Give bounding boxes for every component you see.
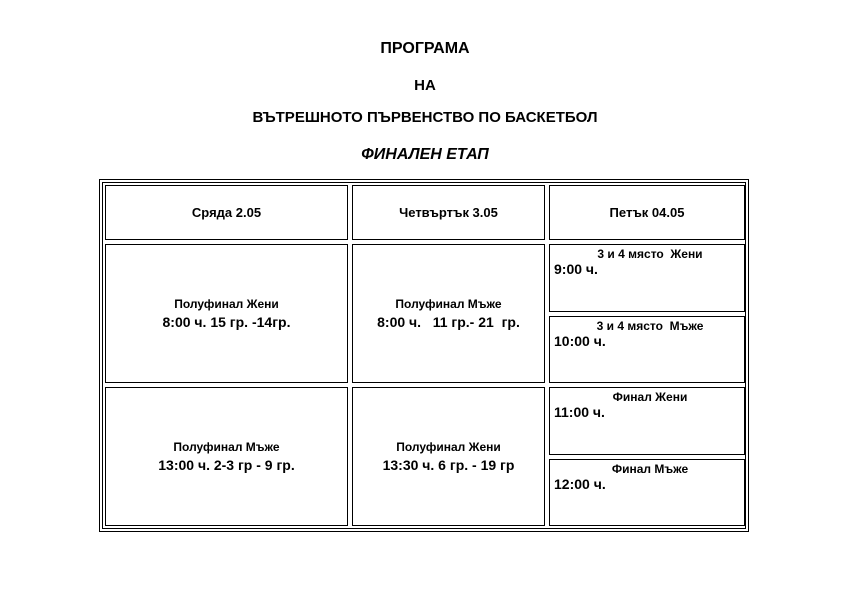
game-name: Полуфинал Жени: [396, 440, 501, 454]
day-header-thursday: [352, 185, 545, 240]
game-wed-1: [105, 244, 348, 383]
schedule-table-inner: [102, 182, 746, 529]
game-name: Полуфинал Мъже: [173, 440, 280, 454]
day-header-friday: [549, 185, 745, 240]
game-wed-2: [105, 387, 348, 526]
game-name: 3 и 4 място Мъже: [596, 319, 704, 333]
game-time: 9:00 ч.: [554, 261, 598, 277]
game-fri-3: [549, 387, 745, 455]
game-thu-2: [352, 387, 545, 526]
program-title: ПРОГРАМА: [380, 40, 470, 57]
game-time: 10:00 ч.: [554, 333, 606, 349]
game-name: Полуфинал Мъже: [395, 297, 502, 311]
game-name: Финал Мъже: [611, 462, 689, 476]
day-header-label: Сряда 2.05: [191, 205, 262, 220]
championship-title: ВЪТРЕШНОТО ПЪРВЕНСТВО ПО БАСКЕТБОЛ: [252, 109, 598, 126]
day-header-label: Четвъртък 3.05: [399, 205, 498, 220]
game-time: 8:00 ч. 11 гр.- 21 гр.: [377, 314, 520, 330]
game-time: 13:30 ч. 6 гр. - 19 гр: [382, 457, 515, 473]
day-header-label: Петък 04.05: [609, 205, 685, 220]
day-header-wednesday: [105, 185, 348, 240]
game-name: Полуфинал Жени: [174, 297, 279, 311]
game-fri-1: [549, 244, 745, 312]
game-thu-1: [352, 244, 545, 383]
game-fri-2: [549, 316, 745, 383]
stage-title: ФИНАЛЕН ЕТАП: [361, 146, 489, 163]
game-time: 13:00 ч. 2-3 гр - 9 гр.: [158, 457, 295, 473]
game-time: 8:00 ч. 15 гр. -14гр.: [162, 314, 291, 330]
game-name: 3 и 4 място Жени: [597, 247, 703, 261]
schedule-table: [99, 179, 749, 532]
game-fri-4: [549, 459, 745, 526]
game-time: 11:00 ч.: [554, 404, 605, 420]
game-time: 12:00 ч.: [554, 476, 606, 492]
game-name: Финал Жени: [612, 390, 688, 404]
program-subtitle-on: НА: [414, 77, 436, 94]
